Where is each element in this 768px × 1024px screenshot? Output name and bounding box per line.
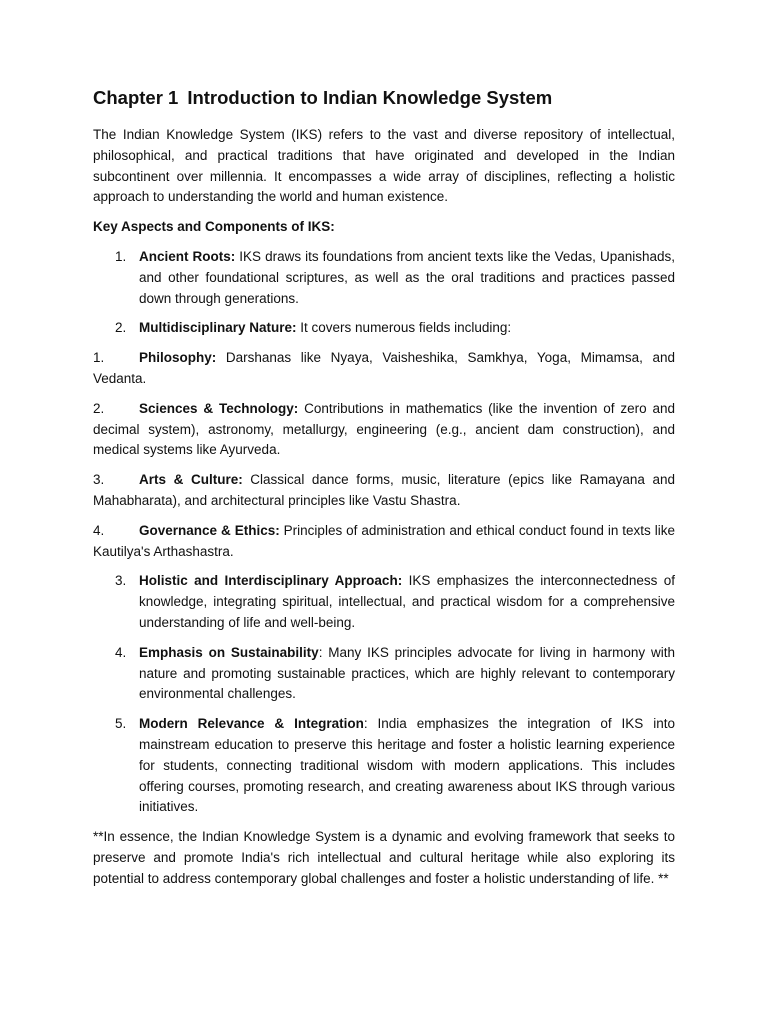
- list-item-multidisciplinary: [93, 318, 675, 339]
- list-item-holistic: [93, 571, 675, 633]
- list-item-ancient-roots: [93, 247, 675, 309]
- list-number: 1.: [115, 249, 127, 265]
- chapter-label: Chapter 1: [93, 87, 179, 108]
- list-text: Contributions in mathematics (like the invention of zero and decimal system), astronomy, metallurgy, engineering (e.g., ancient dam construction), and medical systems like Ayurveda.: [93, 400, 675, 458]
- closing-paragraph: **In essence, the Indian Knowledge System is a dynamic and evolving framework that seeks to preserve and promote India's rich intellectual and cultural heritage while also exploring its potential to address contemporary global challenges and foster a holistic understanding of life. **: [93, 829, 675, 886]
- sublist-item-sciences: [93, 399, 675, 461]
- list-term: Modern Relevance & Integration: [139, 716, 364, 732]
- list-number: 2.: [115, 320, 127, 336]
- list-text: IKS draws its foundations from ancient texts like the Vedas, Upanishads, and other foundational scriptures, as well as the oral traditions and practices passed down through generations.: [139, 249, 676, 306]
- list-number: 1.: [93, 350, 105, 366]
- list-term: Multidisciplinary Nature:: [139, 320, 297, 336]
- list-number: 3.: [93, 472, 105, 488]
- list-text: : Many IKS principles advocate for living in harmony with nature and promoting sustainable practices, which are highly relevant to contemporary environmental challenges.: [139, 644, 675, 702]
- list-number: 4.: [115, 644, 127, 660]
- list-item-modern-relevance: [93, 714, 675, 818]
- chapter-name: Introduction to Indian Knowledge System: [187, 87, 553, 108]
- sublist-item-philosophy: [93, 348, 675, 390]
- list-number: 2.: [93, 400, 105, 416]
- chapter-title: [93, 86, 675, 110]
- sublist-item-governance: [93, 521, 675, 563]
- list-term: Holistic and Interdisciplinary Approach:: [139, 573, 403, 589]
- key-aspects-heading: Key Aspects and Components of IKS:: [93, 219, 335, 235]
- list-text: IKS emphasizes the interconnectedness of knowledge, integrating spiritual, intellectual, and practical wisdom for a comprehensive understanding of life and well-being.: [139, 573, 675, 630]
- list-term: Governance & Ethics:: [139, 522, 280, 538]
- list-term: Emphasis on Sustainability: [139, 644, 319, 660]
- list-text: Darshanas like Nyaya, Vaisheshika, Samkhya, Yoga, Mimamsa, and Vedanta.: [93, 350, 675, 387]
- list-text: Classical dance forms, music, literature (epics like Ramayana and Mahabharata), and architectural principles like Vastu Shastra.: [93, 472, 675, 508]
- list-term: Arts & Culture:: [139, 472, 243, 488]
- document-page: [93, 86, 675, 890]
- list-term: Sciences & Technology:: [139, 400, 299, 416]
- list-term: Philosophy:: [139, 350, 217, 366]
- list-number: 4.: [93, 522, 105, 538]
- list-text: : India emphasizes the integration of IKS into mainstream education to preserve this heritage and foster a holistic learning experience for students, connecting traditional wisdom with modern applications. This includes offering courses, promoting research, and creating awareness about IKS through various initiatives.: [139, 716, 675, 815]
- list-text: It covers numerous fields including:: [296, 320, 512, 336]
- list-text: Principles of administration and ethical conduct found in texts like Kautilya's Arthashastra.: [93, 522, 676, 559]
- list-term: Ancient Roots:: [139, 249, 236, 265]
- sublist-item-arts: [93, 470, 675, 512]
- list-item-sustainability: [93, 643, 675, 705]
- list-number: 3.: [115, 573, 127, 589]
- list-number: 5.: [115, 716, 127, 732]
- intro-paragraph: The Indian Knowledge System (IKS) refers to the vast and diverse repository of intellectual, philosophical, and practical traditions that have originated and developed in the Indian subcontinent over millennia. It encompasses a wide array of disciplines, reflecting a holistic approach to understanding the world and human existence.: [93, 127, 675, 205]
